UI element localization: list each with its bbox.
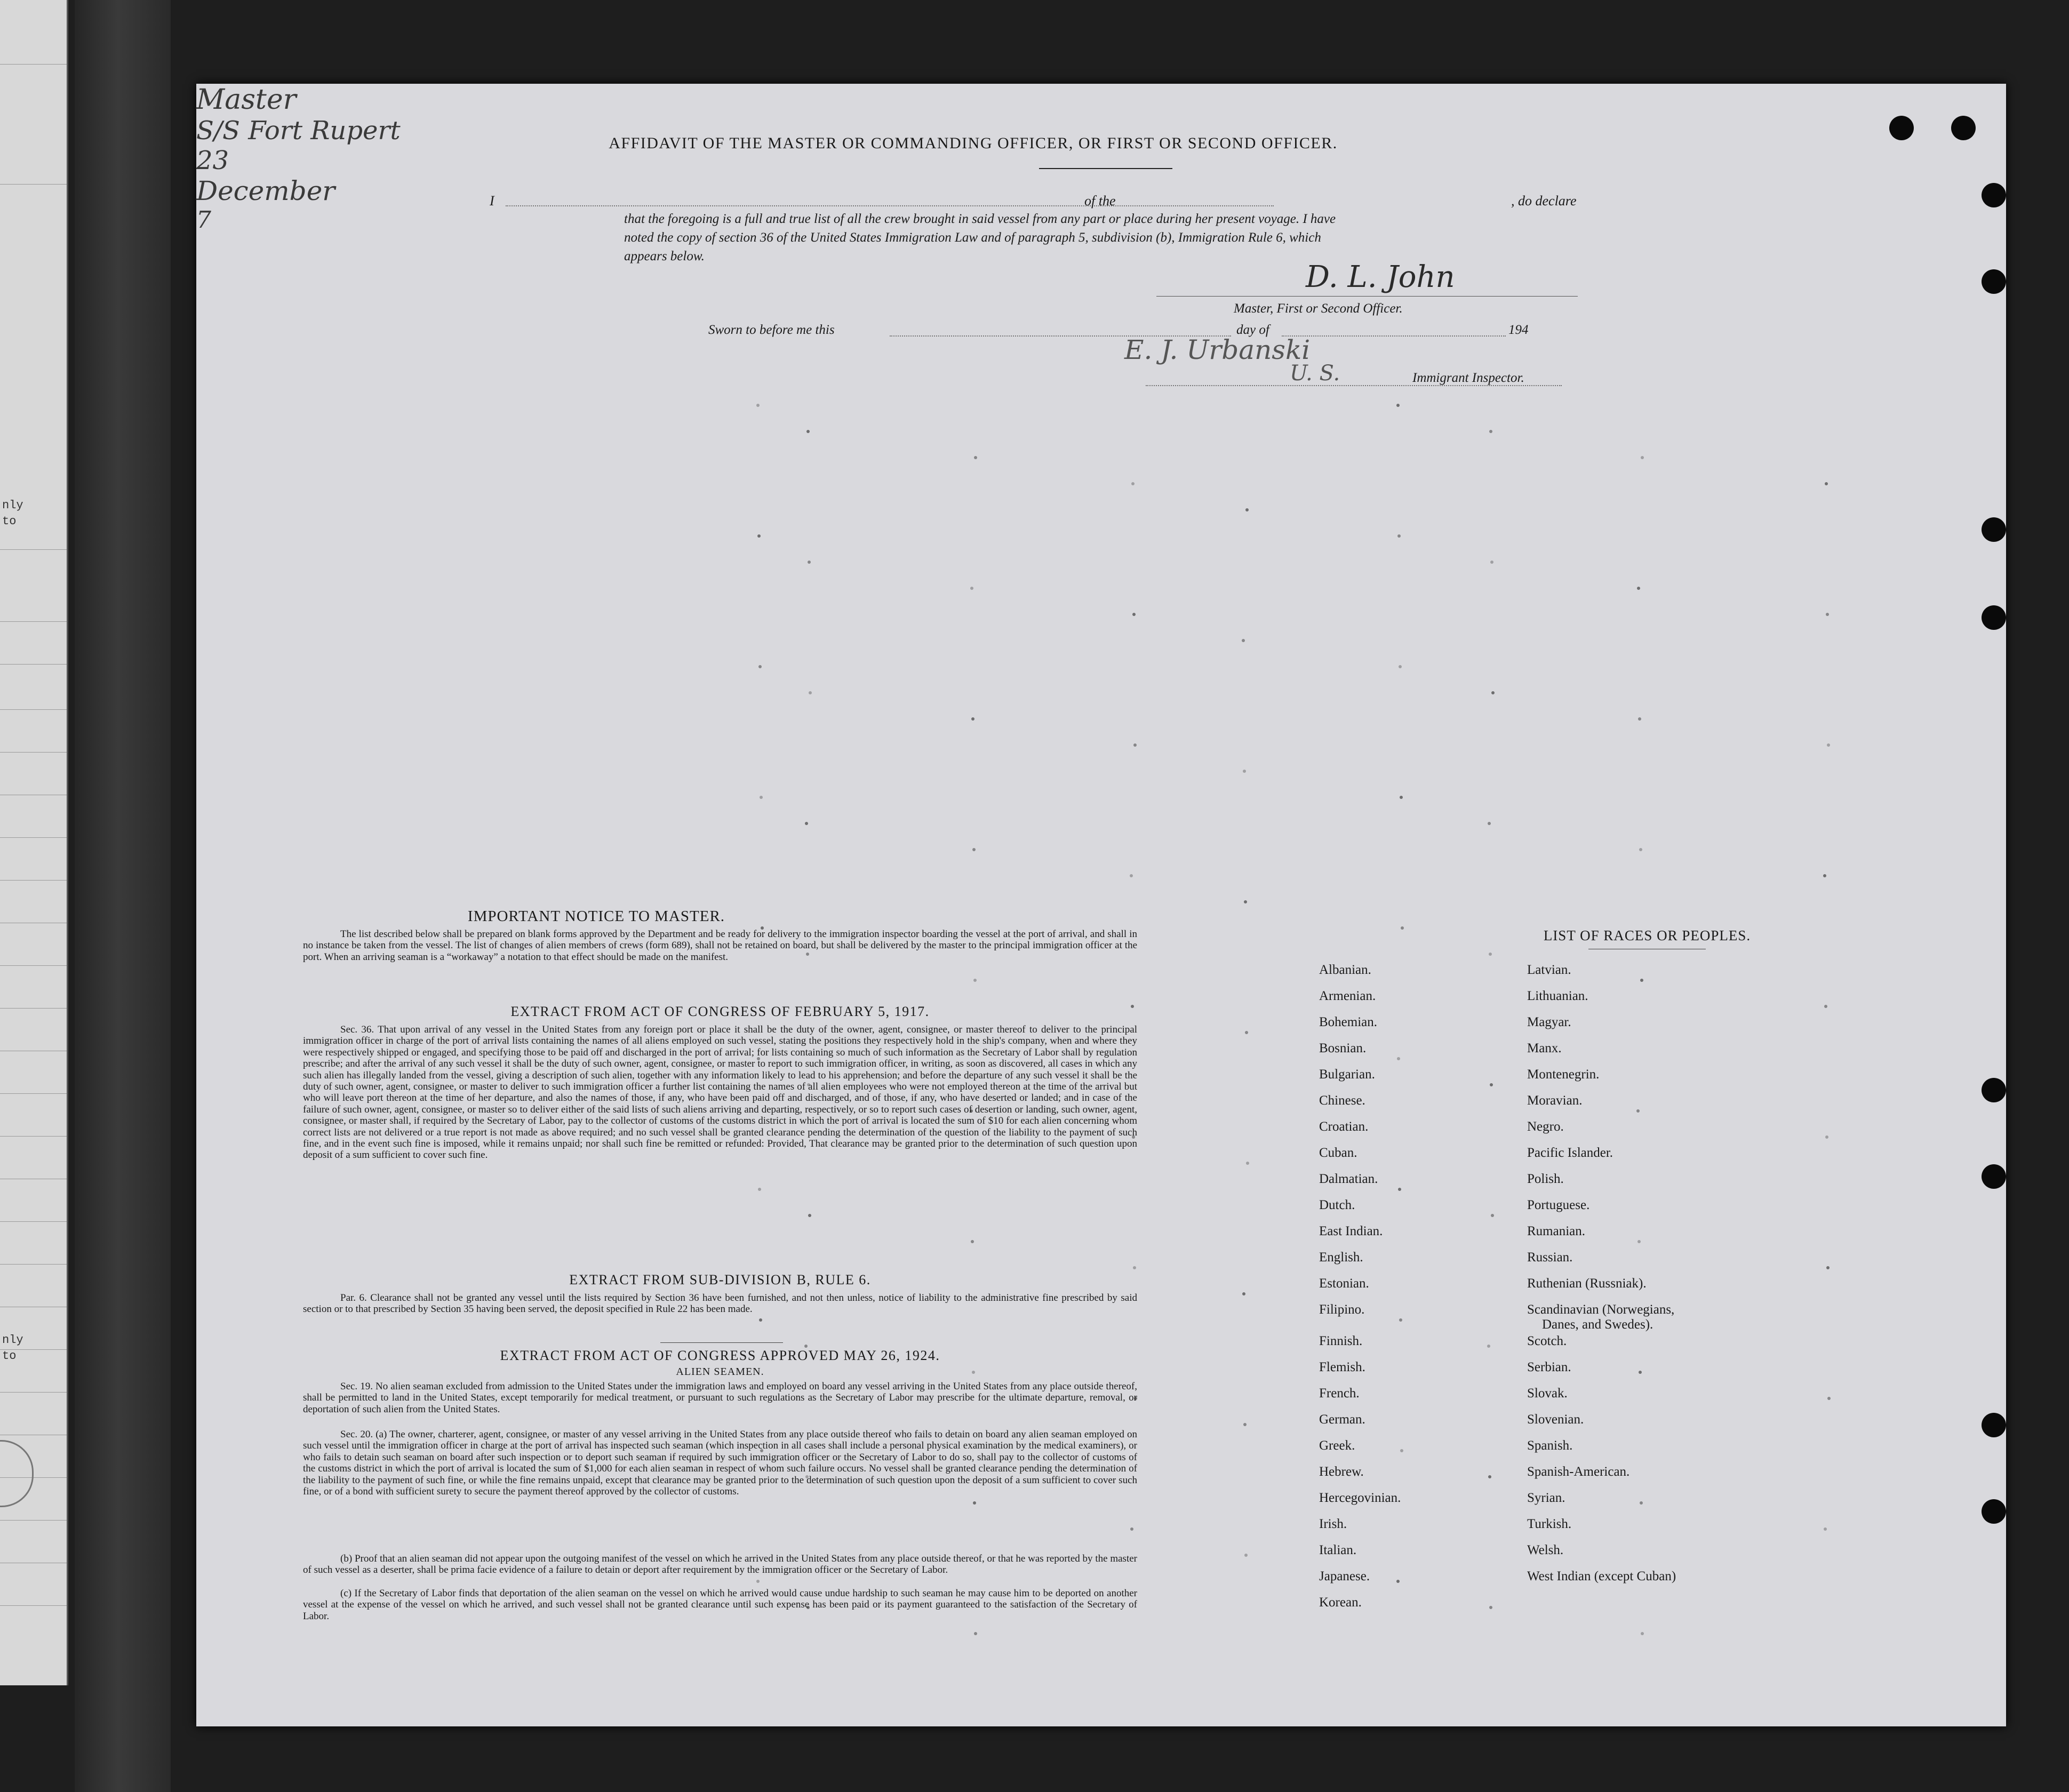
stamp-mark (0, 1440, 34, 1507)
previous-page-edge (0, 0, 68, 1685)
bleed-dot (1637, 1240, 1641, 1243)
bleed-dot (758, 1188, 761, 1191)
bleed-dot (1641, 456, 1644, 459)
bleed-dot (1488, 1475, 1491, 1478)
bleed-dot (1488, 822, 1491, 825)
bleed-dot (1489, 1606, 1492, 1609)
race-item: Syrian. (1527, 1491, 1565, 1505)
sworn-label: Sworn to before me this (708, 323, 835, 337)
bleed-dot (1244, 900, 1247, 903)
notice-title: IMPORTANT NOTICE TO MASTER. (467, 908, 725, 925)
race-item: Bosnian. (1319, 1041, 1367, 1055)
bleed-dot (1246, 1162, 1249, 1165)
race-item: French. (1319, 1386, 1360, 1401)
extract3-title: EXTRACT FROM ACT OF CONGRESS APPROVED MAY 26, 1924. (500, 1348, 940, 1363)
bleed-dot (1396, 1580, 1400, 1583)
race-item: West Indian (except Cuban) (1527, 1569, 1676, 1583)
bleed-dot (1824, 1005, 1827, 1008)
bleed-dot (759, 1318, 762, 1322)
prev-page-fragment: nly (2, 499, 23, 512)
race-item: Spanish. (1527, 1438, 1573, 1453)
bleed-dot (758, 665, 762, 668)
race-item: Turkish. (1527, 1517, 1572, 1531)
month-blank-line (1282, 335, 1506, 337)
bleed-dot (1639, 1371, 1642, 1374)
punch-hole (1951, 116, 1976, 140)
sec20b-body: (b) Proof that an alien seaman did not appear upon the outgoing manifest of the vessel on which he arrived in the United States from any place outside thereof, or that he was reported by the master of such vessel as a deserter, shall be prima facie evidence of a failure to detain or deport after requirement by the immigration officer or the Secretary of Labor. (303, 1553, 1137, 1576)
bleed-dot (971, 1240, 974, 1243)
bleed-dot (1827, 743, 1830, 747)
bleed-dot (1397, 1057, 1400, 1060)
bleed-dot (972, 848, 976, 851)
master-caption: Master, First or Second Officer. (1234, 301, 1403, 316)
race-item: Dutch. (1319, 1198, 1355, 1212)
bleed-dot (809, 691, 812, 694)
race-item: Bulgarian. (1319, 1067, 1375, 1082)
race-item: Japanese. (1319, 1569, 1370, 1583)
punch-hole (1982, 269, 2006, 294)
bleed-dot (756, 404, 760, 407)
bleed-dot (1489, 953, 1492, 956)
race-item: Ruthenian (Russniak). (1527, 1276, 1647, 1291)
document-page (196, 84, 2006, 1726)
bleed-dot (1130, 1527, 1133, 1531)
race-item: Montenegrin. (1527, 1067, 1600, 1082)
affidavit-of-the: of the (1084, 193, 1116, 209)
race-item: Greek. (1319, 1438, 1355, 1453)
handwritten-day: 23 (196, 146, 229, 175)
race-item: Dalmatian. (1319, 1172, 1378, 1186)
extract1-title: EXTRACT FROM ACT OF CONGRESS OF FEBRUARY 5, 1917. (510, 1004, 930, 1019)
affidavit-text-line: appears below. (624, 249, 705, 263)
bleed-dot (1825, 482, 1828, 485)
bleed-dot (808, 1214, 811, 1217)
bleed-dot (1400, 1449, 1403, 1452)
punch-hole (1982, 1499, 2006, 1524)
punch-hole (1889, 116, 1914, 140)
bleed-dot (760, 796, 763, 799)
bleed-dot (1827, 1397, 1831, 1400)
bleed-dot (1640, 1501, 1643, 1505)
race-item: Slovenian. (1527, 1412, 1584, 1427)
affidavit-text-line: noted the copy of section 36 of the United States Immigration Law and of paragraph 5, subdivision (b), Immigration Rule 6, which (624, 230, 1321, 245)
race-item: Danes, and Swedes). (1542, 1317, 1653, 1332)
bleed-dot (1133, 1266, 1136, 1269)
bleed-dot (1400, 796, 1403, 799)
bleed-dot (974, 456, 977, 459)
handwritten-vessel: S/S Fort Rupert (196, 116, 401, 146)
race-item: Albanian. (1319, 963, 1371, 977)
prev-page-fragment: nly (2, 1333, 23, 1347)
bleed-dot (1490, 561, 1493, 564)
bleed-dot (1491, 1214, 1494, 1217)
bleed-dot (805, 822, 808, 825)
race-item: Serbian. (1527, 1360, 1571, 1374)
bleed-dot (1131, 482, 1135, 485)
bleed-dot (806, 430, 810, 433)
bleed-dot (1398, 1188, 1401, 1191)
race-item: Lithuanian. (1527, 989, 1588, 1003)
bleed-dot (1396, 404, 1400, 407)
race-item: Hercegovinian. (1319, 1491, 1401, 1505)
prev-page-fragment: to (2, 1349, 17, 1363)
sec19-body: Sec. 19. No alien seaman excluded from admission to the United States under the immigration laws and employed on board any vessel arriving in the United States from any place outside thereof, shall be permitted to land in the United States, except temporarily for medical treatment, or pursuant to such regulations as the Secretary of Labor may prescribe for the ultimate departure, removal, or deportation of such alien from the United States. (303, 1381, 1137, 1415)
bleed-dot (1636, 1109, 1640, 1113)
bleed-dot (1244, 1554, 1248, 1557)
race-item: Flemish. (1319, 1360, 1365, 1374)
race-item: Finnish. (1319, 1334, 1363, 1348)
race-item: English. (1319, 1250, 1363, 1265)
title-rule (1039, 168, 1172, 169)
race-item: Spanish-American. (1527, 1465, 1630, 1479)
extract1-body: Sec. 36. That upon arrival of any vessel in the United States from any foreign port or place it shall be the duty of the owner, agent, consignee, or master thereof to deliver to the principal immigration officer in charge of the port of arrival lists containing the names of all aliens employed on such vessel, stating the positions they respectively hold in the ship's company, when and where they were respectively shipped or engaged, and specifying those to be paid off and discharged in the port of arrival; for lists containing so much of such information as the Secretary of Labor shall by regulation prescribe; and after the arrival of any such vessel it shall be the duty of such owner, agent, consignee, or master to report to such immigration officer, in writing, as soon as discovered, all cases in which any such alien has illegally landed from the vessel, giving a description of such alien, together with any information likely to lead to his apprehension; and before the departure of any such vessel it shall be the duty of such owner, agent, consignee, or master to deliver to such immigration officer a further list containing the names of all alien employees who were not employed thereon at the time of the arrival but who will leave port thereon at the time of her departure, and also the names of those, if any, who have been paid off and discharged, and of those, if any, who have deserted or landed; and in case of the failure of such owner, agent, consignee, or master so to deliver either of the said lists of such aliens arriving and departing, respectively, or so to report such cases of desertion or landing, such owner, agent, consignee, or master shall, if required by the Secretary of Labor, pay to the collector of customs of the customs district in which the port of arrival is located the sum of $10 for each alien concerning whom correct lists are not delivered or a true report is not made as above required; and no such vessel shall be granted clearance pending the determination of the question of the liability to the payment of such fine, and in the event such fine is imposed, while it remains unpaid; nor shall such fine be remitted or refunded: Provided, That clearance may be granted prior to the determination of such question upon deposit of a sum sufficient to cover such fine. (303, 1024, 1137, 1161)
bleed-dot (1826, 613, 1829, 616)
bleed-dot (974, 1632, 977, 1635)
bleed-dot (1243, 1423, 1247, 1426)
bleed-dot (1490, 1083, 1493, 1086)
race-item: Moravian. (1527, 1093, 1583, 1108)
race-item: Scandinavian (Norwegians, (1527, 1302, 1675, 1317)
extract-rule (660, 1342, 783, 1343)
sec20c-body: (c) If the Secretary of Labor finds that deportation of the alien seaman on the vessel on which he arrived would cause undue hardship to such seaman he may cause him to be deported on another vessel at the expense of the vessel on which he arrived, and such vessel shall not be granted clearance until such expense has been paid or its payment guaranteed to the satisfaction of the Secretary of Labor. (303, 1588, 1137, 1622)
bleed-dot (1243, 770, 1246, 773)
inspector-signature: E. J. Urbanski (1124, 334, 1311, 365)
handwritten-month: December (196, 175, 335, 206)
punch-hole (1982, 1164, 2006, 1189)
punch-hole (1982, 517, 2006, 542)
race-item: Negro. (1527, 1119, 1564, 1134)
race-item: Estonian. (1319, 1276, 1369, 1291)
race-item: Korean. (1319, 1595, 1362, 1610)
race-item: Bohemian. (1319, 1015, 1378, 1029)
punch-hole (1982, 183, 2006, 207)
handwritten-year-digit: 7 (196, 206, 211, 234)
bleed-dot (1823, 874, 1826, 877)
punch-hole (1982, 605, 2006, 630)
bleed-dot (1133, 743, 1137, 747)
race-item: Scotch. (1527, 1334, 1567, 1348)
race-item: Polish. (1527, 1172, 1564, 1186)
race-item: Russian. (1527, 1250, 1573, 1265)
race-item: Manx. (1527, 1041, 1562, 1055)
bleed-dot (1245, 508, 1249, 511)
bleed-dot (1245, 1031, 1248, 1034)
race-item: German. (1319, 1412, 1365, 1427)
bleed-dot (1130, 874, 1133, 877)
sec20a-body: Sec. 20. (a) The owner, charterer, agent, consignee, or master of any vessel arriving in the United States from any place outside thereof who fails to detain on board any alien seaman employed on such vessel until the immigration officer in charge at the port of arrival has inspected such seaman (which inspection in all cases shall include a personal physical examination by the medical examiners), or who fails to detain such seaman on board after such inspection or to deport such seaman if required by such immigration officer or the Secretary of Labor to do so, shall pay to the collector of customs of the customs district in which the port of arrival is located the sum of $1,000 for each alien seaman in respect of whom such failure occurs. No vessel shall be granted clearance pending the determination of the liability to the payment of such fine, or while the fine remains unpaid, except that clearance may be granted prior to the determination of such question upon the deposit of a sum sufficient to cover such fine, or of a bond with sufficient surety to secure the payment thereof approved by the collector of customs. (303, 1429, 1137, 1498)
notice-body: The list described below shall be prepared on blank forms approved by the Department and be ready for delivery to the immigration inspector boarding the vessel at the port of arrival, and shall in no instance be taken from the vessel. The list of changes of alien members of crews (form 689), shall not be retained on board, but shall be delivered by the master to the principal immigration officer at the port. When an arriving seaman is a “workaway” a notation to that effect should be made on the manifest. (303, 929, 1137, 963)
bleed-dot (971, 717, 974, 721)
punch-hole (1982, 1413, 2006, 1437)
race-item: Welsh. (1527, 1543, 1564, 1557)
bleed-dot (808, 561, 811, 564)
affidavit-blank-line (506, 205, 1274, 206)
race-item: Cuban. (1319, 1146, 1357, 1160)
race-item: Croatian. (1319, 1119, 1369, 1134)
affidavit-text-line: that the foregoing is a full and true list of all the crew brought in said vessel from any part or place during her present voyage. I have (624, 212, 1336, 226)
race-item: Hebrew. (1319, 1465, 1364, 1479)
bleed-dot (1242, 1292, 1245, 1295)
inspector-caption: Immigrant Inspector. (1412, 371, 1524, 385)
signature-line (1156, 296, 1578, 297)
bleed-dot (1242, 639, 1245, 642)
bleed-dot (1826, 1266, 1830, 1269)
race-item: East Indian. (1319, 1224, 1383, 1238)
race-item: Italian. (1319, 1543, 1357, 1557)
race-item: Filipino. (1319, 1302, 1365, 1317)
bleed-dot (970, 587, 973, 590)
bleed-dot (1132, 613, 1136, 616)
bleed-dot (1640, 979, 1643, 982)
race-item: Latvian. (1527, 963, 1571, 977)
race-item: Irish. (1319, 1517, 1347, 1531)
book-binding (75, 0, 171, 1792)
bleed-dot (1399, 665, 1402, 668)
race-item: Chinese. (1319, 1093, 1365, 1108)
bleed-dot (757, 534, 761, 538)
extract2-body: Par. 6. Clearance shall not be granted any vessel until the lists required by Section 36 have been furnished, and not then unless, notice of liability to the administrative fine prescribed by said section or to that prescribed by Section 35 having been served, the deposit specified in Rule 22 has been made. (303, 1292, 1137, 1315)
affidavit-do-declare: , do declare (1511, 193, 1577, 209)
year-prefix: 194 (1508, 323, 1529, 337)
bleed-dot (756, 1580, 760, 1583)
races-title: LIST OF RACES OR PEOPLES. (1543, 927, 1751, 943)
bleed-dot (1637, 587, 1640, 590)
bleed-dot (1638, 717, 1641, 721)
master-signature: D. L. John (1306, 260, 1455, 294)
bleed-dot (1399, 1318, 1402, 1322)
race-item: Armenian. (1319, 989, 1376, 1003)
bleed-dot (1641, 1632, 1644, 1635)
bleed-dot (1639, 848, 1642, 851)
extract2-title: EXTRACT FROM SUB-DIVISION B, RULE 6. (569, 1272, 871, 1287)
handwritten-us: U. S. (1290, 361, 1340, 386)
race-item: Rumanian. (1527, 1224, 1586, 1238)
race-item: Portuguese. (1527, 1198, 1590, 1212)
handwritten-rank: Master (196, 84, 297, 116)
bleed-dot (1491, 691, 1495, 694)
race-item: Magyar. (1527, 1015, 1571, 1029)
extract3-subtitle: ALIEN SEAMEN. (676, 1366, 764, 1378)
bleed-dot (1824, 1527, 1827, 1531)
punch-hole (1982, 1078, 2006, 1102)
bleed-dot (1489, 430, 1492, 433)
bleed-dot (973, 979, 977, 982)
race-item: Slovak. (1527, 1386, 1568, 1401)
day-of-label: day of (1236, 323, 1269, 337)
affidavit-title: AFFIDAVIT OF THE MASTER OR COMMANDING OFFICER, OR FIRST OR SECOND OFFICER. (609, 134, 1338, 152)
bleed-dot (1825, 1135, 1828, 1139)
bleed-dot (1487, 1345, 1490, 1348)
race-item: Pacific Islander. (1527, 1146, 1613, 1160)
bleed-dot (1397, 534, 1401, 538)
prev-page-fragment: to (2, 515, 17, 528)
bleed-dot (973, 1501, 976, 1505)
affidavit-i: I (490, 193, 494, 209)
